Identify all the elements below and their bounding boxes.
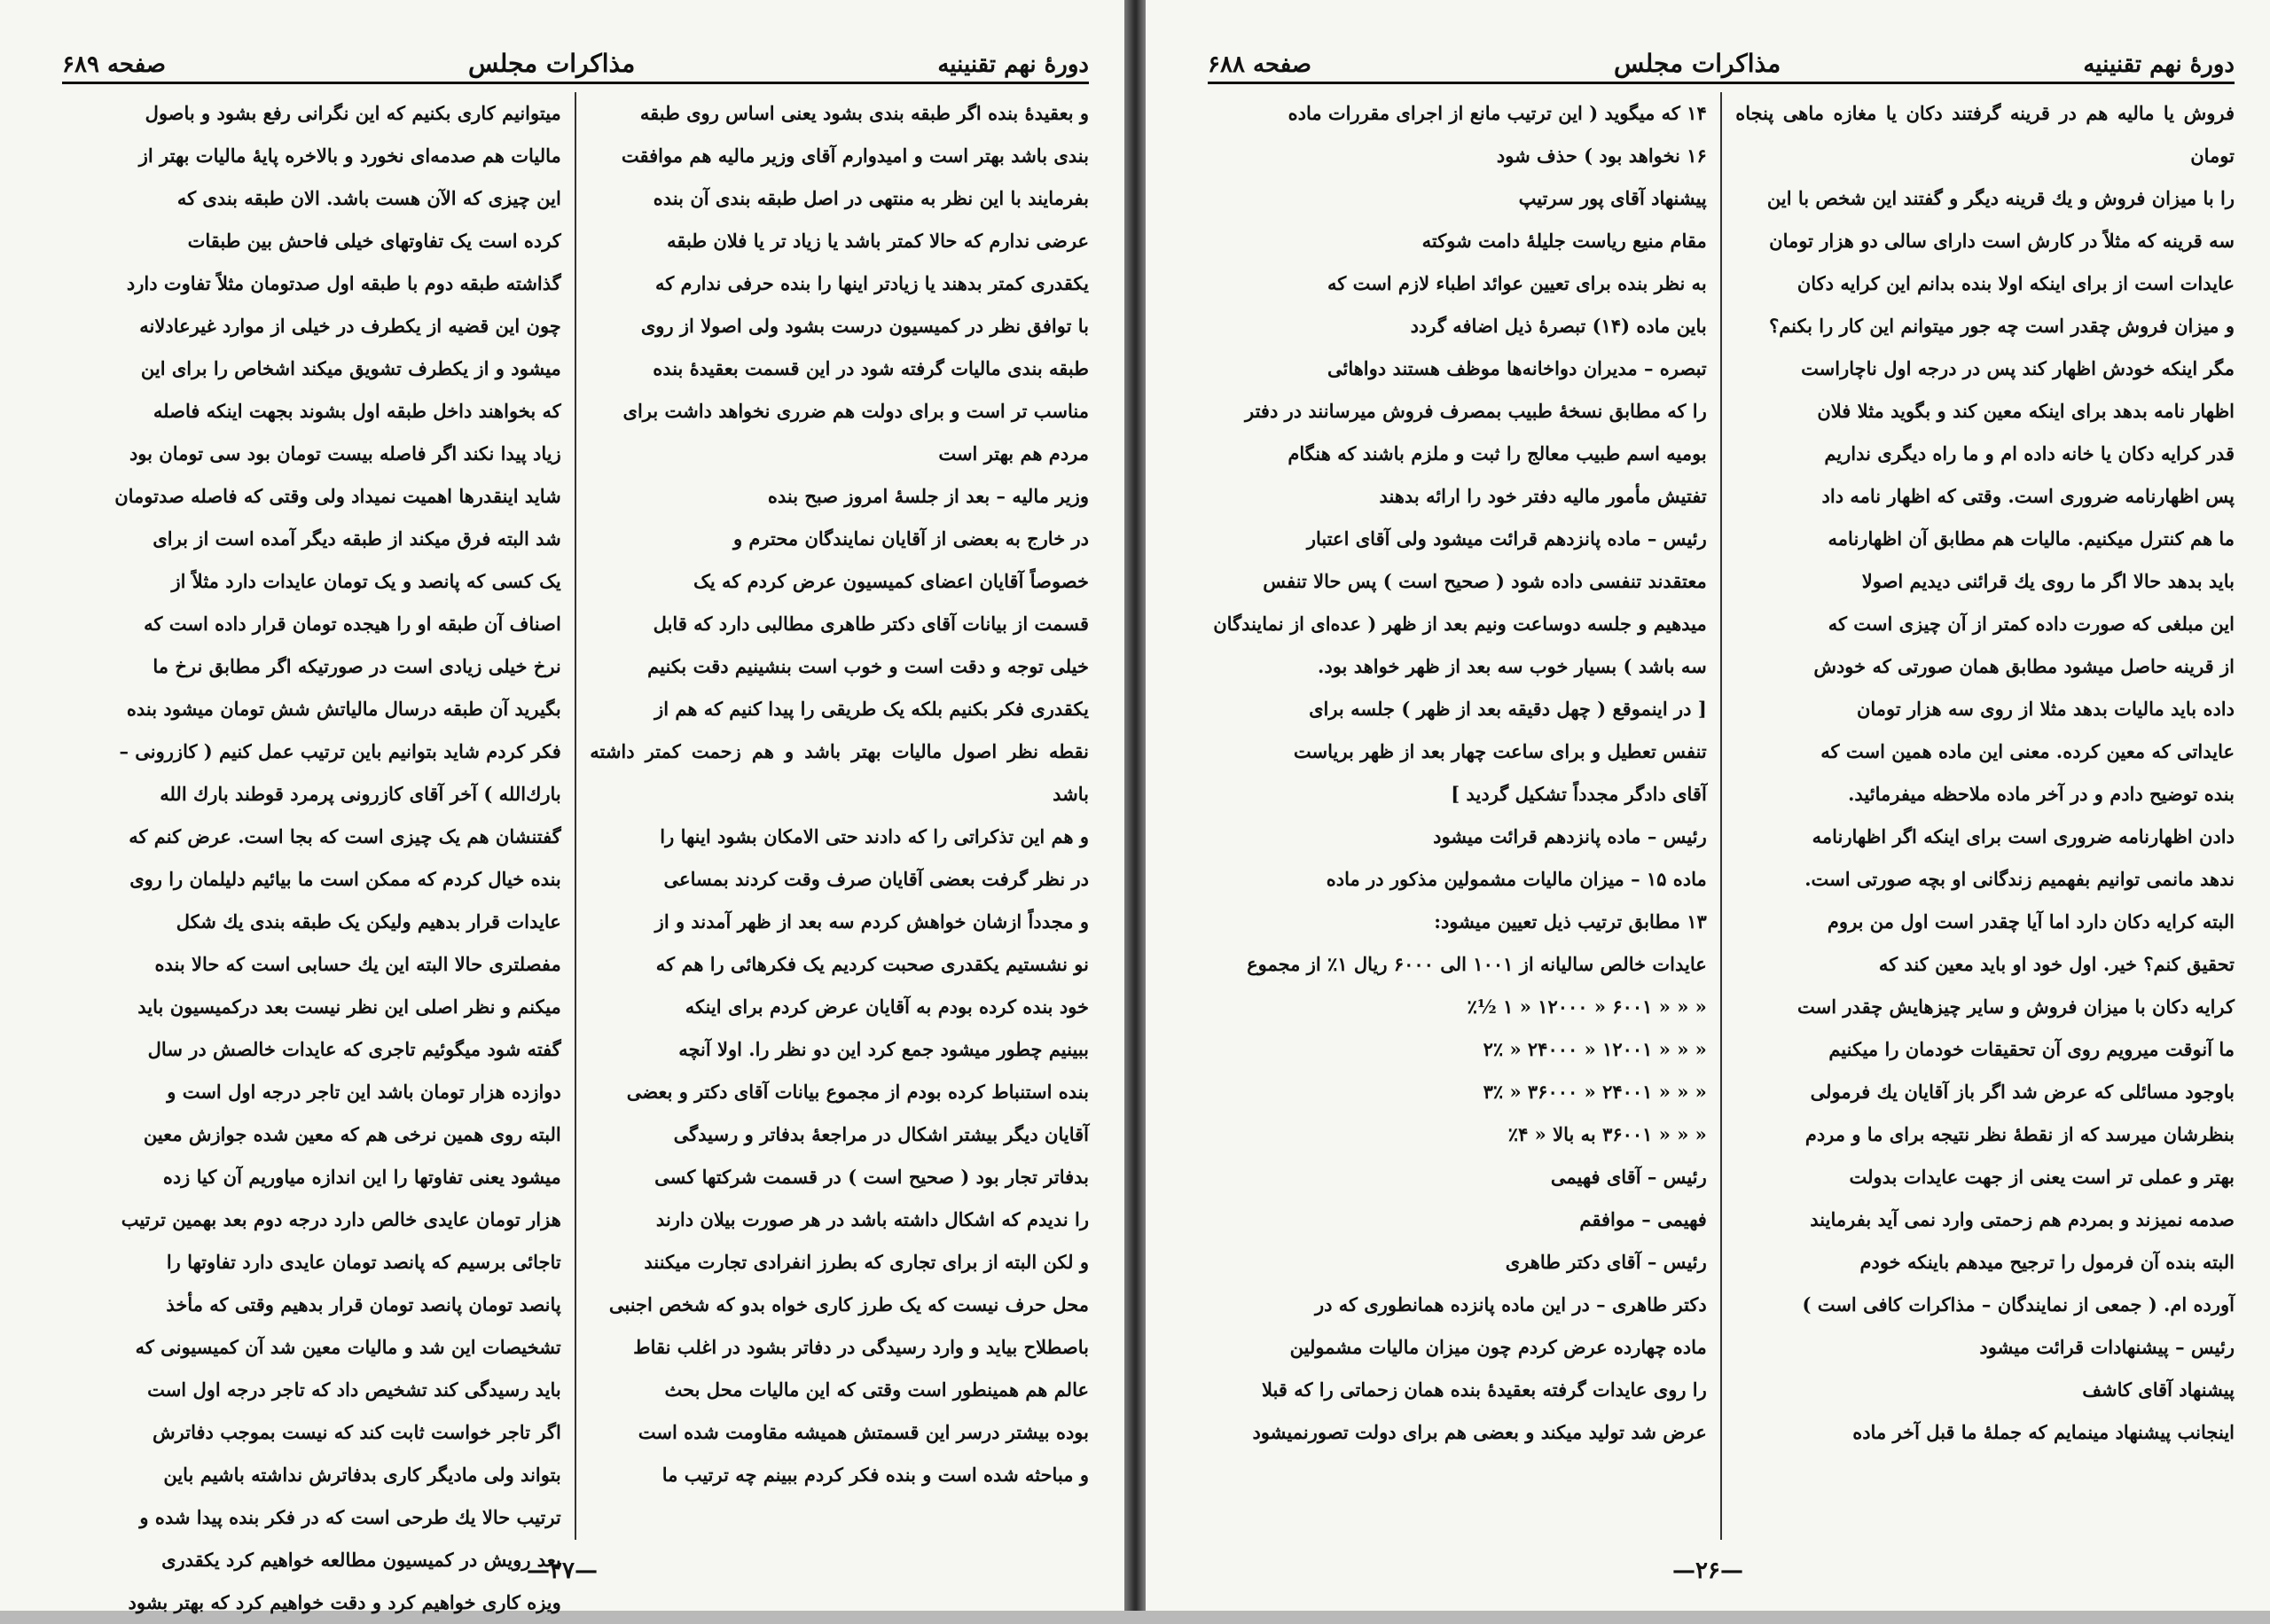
text-line: ندهد مانمی توانیم بفهمیم زندگانی او بچه صورتی است.: [1804, 868, 2235, 890]
text-line: و مجدداً ازشان خواهش کردم سه بعد از ظهر آمدند و از: [654, 910, 1089, 933]
text-line: صدمه نمیزند و بمردم هم زحمتی وارد نمی آید بفرمایند: [1810, 1208, 2235, 1230]
text-line: ما هم کنترل میکنیم. مالیات هم مطابق آن اظهارنامه: [1828, 527, 2235, 550]
text-line: رئیس – آقای فهیمی: [1550, 1166, 1707, 1188]
text-line: به نظر بنده برای تعیین عوائد اطباء لازم است که: [1327, 272, 1707, 294]
text-line: بعد رویش در کمیسیون مطالعه خواهیم کرد یکقدری: [161, 1549, 561, 1571]
text-line: خود بنده کرده بودم به آقایان عرض کردم برای اینکه: [685, 995, 1089, 1018]
text-line: ماده چهارده عرض کردم چون میزان مالیات مشمولین: [1289, 1336, 1707, 1358]
text-line: محل حرف نیست که یک طرز کاری خواه بدو که شخص اجنبی: [608, 1293, 1089, 1316]
text-line: بدفاتر تجار بود ( صحیح است ) در قسمت شرکتها کسی: [654, 1166, 1089, 1188]
text-line: البته روی همین نرخی هم که معین شده جوازش معین: [143, 1123, 561, 1145]
text-line: تحقیق کنم؟ خیر. اول خود او باید معین کند که: [1878, 953, 2235, 975]
text-line: عالم هم همینطور است وقتی که این مالیات محل بحث: [664, 1378, 1089, 1401]
right-page-header: [1208, 16, 2235, 84]
text-line: بوده بیشتر درسر این قسمتش همیشه مقاومت شده است: [638, 1421, 1089, 1443]
text-line: باید بدهد حالا اگر ما روی یك قرائنی دیدیم اصولا: [1861, 570, 2235, 592]
text-line: اصناف آن طبقه او را هیجده تومان قرار داده است که: [144, 613, 561, 635]
left-page-header: [62, 16, 1089, 84]
text-line: قسمت از بیانات آقای دکتر طاهری مطالبی دارد که قابل: [653, 613, 1089, 635]
text-line: پانصد تومان پانصد تومان قرار بدهیم وقتی که مأخذ: [166, 1293, 561, 1316]
page-number: صفحه ۶۸۸: [1208, 51, 1311, 78]
book-gutter: [1124, 0, 1146, 1611]
text-line: بهتر و عملی تر است یعنی از جهت عایدات بدولت: [1849, 1166, 2235, 1188]
text-line: « « « ۶۰۰۱ « ۱۲۰۰۰ « ۱ ½٪: [1467, 995, 1707, 1018]
text-line: سه قرینه که مثلاً در کارش است دارای سالی دو هزار تومان: [1769, 230, 2235, 252]
left-page-column-right: [590, 92, 1089, 1540]
text-line: بنده توضیح دادم و در آخر ماده ملاحظه میفرمائید.: [1848, 783, 2235, 805]
session-label: دورهٔ نهم تقنینیه: [937, 51, 1089, 78]
text-line: تبصره – مدیران دواخانه‌ها موظف هستند دواهائی: [1327, 357, 1707, 379]
text-line: مفصلتری حالا البته این یك حسابی است که حالا بنده: [154, 953, 561, 975]
text-line: ویزه کاری خواهیم کرد و دقت خواهیم کرد که بهتر بشود: [128, 1591, 561, 1613]
text-line: ۱۶ نخواهد بود ) حذف شود: [1496, 144, 1707, 167]
text-line: باصطلاح بیاید و وارد رسیدگی در دفاتر بشود در اغلب نقاط: [633, 1336, 1089, 1358]
text-line: نرخ خیلی زیادی است در صورتیکه اگر مطابق نرخ ما: [153, 655, 561, 677]
text-line: ۱۳ مطابق ترتیب ذیل تعیین میشود:: [1434, 910, 1707, 933]
text-line: یکقدری کمتر بدهند یا زیادتر اینها را بنده حرفی ندارم که: [654, 272, 1089, 294]
folio-number: —۲۷—: [527, 1558, 598, 1584]
text-line: بنظرشان میرسد که از نقطهٔ نظر نتیجه برای ما و مردم: [1804, 1123, 2235, 1145]
text-line: باید رسیدگی کند تشخیص داد که تاجر درجه اول است: [147, 1378, 561, 1401]
text-line: مالیات هم صدمه‌ای نخورد و بالاخره پایهٔ مالیات بهتر از: [138, 144, 561, 167]
text-line: یکقدری فکر بکنیم بلکه یک طریقی را پیدا کنیم که هم از: [654, 698, 1089, 720]
text-line: که بخواهند داخل طبقه اول بشوند بجهت اینکه فاصله: [153, 400, 561, 422]
text-line: بومیه اسم طبیب معالج را ثبت و ملزم باشند که هنگام: [1288, 442, 1707, 465]
text-line: دکتر طاهری – در این ماده پانزده همانطوری که در: [1314, 1293, 1707, 1316]
text-line: ۱۴ که میگوید ( این ترتیب مانع از اجرای مقررات ماده: [1288, 102, 1707, 124]
text-line: نو نشستیم یکقدری صحبت کردیم یک فکرهائی را هم که: [655, 953, 1089, 975]
text-line: اگر تاجر خواست ثابت کند که نیست بموجب دفاترش: [153, 1421, 561, 1443]
text-line: بندی باشد بهتر است و امیدوارم آقای وزیر مالیه هم موافقت: [621, 144, 1089, 167]
text-line: بارك‌الله ) آخر آقای کازرونی پرمرد قوطند بارك الله: [160, 783, 561, 805]
folio-number: —۲۶—: [1672, 1558, 1743, 1584]
session-label: دورهٔ نهم تقنینیه: [2083, 51, 2235, 78]
text-line: ماده ۱۵ – میزان مالیات مشمولین مذکور در ماده: [1326, 868, 1707, 890]
text-line: باوجود مسائلی که عرض شد اگر باز آقایان یك فرمولی: [1810, 1081, 2235, 1103]
text-line: طبقه بندی مالیات گرفته شود در این قسمت بعقیدهٔ بنده: [653, 357, 1089, 379]
text-line: عایدات قرار بدهیم ولیکن یک طبقه بندی یك شکل: [176, 910, 561, 933]
right-page-columns: [1208, 92, 2235, 1540]
text-line: تفتیش مأمور مالیه دفتر خود را ارائه بدهند: [1379, 485, 1707, 507]
text-line: مگر اینکه خودش اظهار کند پس در درجه اول ناچاراست: [1801, 357, 2235, 379]
page-title: مذاکرات مجلس: [1614, 49, 1781, 78]
text-line: و میزان فروش چقدر است چه جور میتوانم این کار را بکنم؟: [1769, 315, 2235, 337]
text-line: و لکن البته از برای تجاری که بطرز انفرادی تجارت میکنند: [644, 1251, 1089, 1273]
text-line: نقطه نظر اصول مالیات بهتر باشد و هم زحمت کمتر داشته باشد: [590, 740, 1089, 805]
column-divider: [1720, 92, 1722, 1540]
text-line: شد البته فرق میکند از طبقه دیگر آمده است از برای: [153, 527, 561, 550]
right-page-column-right: [1735, 92, 2235, 1540]
text-line: گفته شود میگوئیم تاجری که عایدات خالصش در سال: [147, 1038, 561, 1060]
text-line: را که مطابق نسخهٔ طبیب بمصرف فروش میرسانند در دفتر: [1244, 400, 1707, 422]
text-line: مقام منیع ریاست جلیلهٔ دامت شوکته: [1421, 230, 1707, 252]
text-line: ببینیم چطور میشود جمع کرد این دو نظر را. اولا آنچه: [678, 1038, 1089, 1060]
page-number: صفحه ۶۸۹: [62, 51, 166, 78]
text-line: اینجانب پیشنهاد مینمایم که جملهٔ ما قبل آخر ماده: [1852, 1421, 2235, 1443]
text-line: و هم این تذکراتی را که دادند حتی الامکان بشود اینها را: [660, 825, 1089, 847]
text-line: میشود یعنی تفاوتها را این اندازه میاوریم آن کیا زده: [162, 1166, 561, 1188]
text-line: این مبلغی که صورت داده کمتر از آن چیزی است که: [1828, 613, 2235, 635]
text-line: اظهار نامه بدهد برای اینکه معین کند و بگوید مثلا فلان: [1817, 400, 2235, 422]
text-line: ترتیب حالا یك طرحی است که در فکر بنده پیدا شده و: [139, 1506, 561, 1528]
text-line: رئیس – ماده پانزدهم قرائت میشود: [1433, 825, 1707, 847]
text-line: فکر کردم شاید بتوانیم باین ترتیب عمل کنیم ( کازرونی –: [119, 740, 561, 762]
text-line: پیشنهاد آقای کاشف: [2082, 1378, 2235, 1401]
text-line: میشود و از یکطرف تشویق میکند اشخاص را برای این: [140, 357, 561, 379]
text-line: رئیس – پیشنهادات قرائت میشود: [1979, 1336, 2235, 1358]
text-line: زیاد پیدا نکند اگر فاصله بیست تومان بود سی تومان بود: [129, 442, 561, 465]
text-line: البته بنده آن فرمول را ترجیح میدهم باینکه خودم: [1859, 1251, 2235, 1273]
text-line: رئیس – آقای دکتر طاهری: [1505, 1251, 1707, 1273]
text-line: عایدات خالص سالیانه از ۱۰۰۱ الی ۶۰۰۰ ریال ۱٪ از مجموع: [1247, 953, 1707, 975]
text-line: بنده خیال کردم که ممکن است ما بیائیم دلیلمان را روی: [129, 868, 561, 890]
text-line: وزیر مالیه – بعد از جلسهٔ امروز صبح بنده: [767, 485, 1089, 507]
right-page: [1146, 0, 2270, 1611]
text-line: با توافق نظر در کمیسیون درست بشود ولی اصولا از روی: [640, 315, 1089, 337]
text-line: بگیرید آن طبقه درسال مالیاتش شش تومان میشود بنده: [126, 698, 561, 720]
text-line: باین ماده (۱۴) تبصرهٔ ذیل اضافه گردد: [1410, 315, 1707, 337]
right-page-column-left: [1208, 92, 1707, 1540]
text-line: از قرینه حاصل میشود مطابق همان صورتی که خودش: [1813, 655, 2235, 677]
left-page: [0, 0, 1124, 1611]
text-line: یک کسی که پانصد و یک تومان عایدات دارد مثلاً از: [171, 570, 561, 592]
text-line: عرضی ندارم که حالا کمتر باشد یا زیاد تر یا فلان طبقه: [667, 230, 1089, 252]
text-line: ما آنوقت میرویم روی آن تحقیقات خودمان را میکنیم: [1828, 1038, 2235, 1060]
text-line: رئیس – ماده پانزدهم قرائت میشود ولی آقای اعتبار: [1306, 527, 1707, 550]
text-line: فروش یا مالیه هم در قرینه گرفتند دکان یا مغازه ماهی پنجاه تومان: [1735, 102, 2235, 167]
page-title: مذاکرات مجلس: [468, 49, 636, 78]
text-line: داده باید مالیات بدهد مثلا از روی سه هزار تومان: [1856, 698, 2235, 720]
text-line: و مباحثه شده است و بنده فکر کردم ببینم چه ترتیب ما: [661, 1464, 1089, 1486]
text-line: کرده است یک تفاوتهای خیلی فاحش بین طبقات: [187, 230, 561, 252]
text-line: بنده استنباط کرده بودم از مجموع بیانات آقای دکتر و بعضی: [626, 1081, 1089, 1103]
text-line: قدر کرایه دکان یا خانه داده ام و ما راه دیگری نداریم: [1824, 442, 2235, 465]
text-line: تنفس تعطیل و برای ساعت چهار بعد از ظهر بریاست: [1293, 740, 1707, 762]
text-line: در خارج به بعضی از آقایان نمایندگان محترم و: [732, 527, 1089, 550]
text-line: میتوانیم کاری بکنیم که این نگرانی رفع بشود و باصول: [145, 102, 561, 124]
text-line: البته کرایه دکان دارد اما آیا چقدر است اول من بروم: [1827, 910, 2235, 933]
text-line: عایداتی که معین کرده. معنی این ماده همین است که: [1820, 740, 2235, 762]
text-line: « « « ۳۶۰۰۱ به بالا « ۴٪: [1507, 1123, 1707, 1145]
text-line: را روی عایدات گرفته بعقیدهٔ بنده همان زحماتی را که قبلا: [1262, 1378, 1707, 1401]
text-line: و بعقیدهٔ بنده اگر طبقه بندی بشود یعنی اساس روی طبقه: [639, 102, 1089, 124]
text-line: مردم هم بهتر است: [938, 442, 1089, 465]
text-line: سه باشد ) بسیار خوب سه بعد از ظهر خواهد بود.: [1318, 655, 1707, 677]
text-line: بتواند ولی مادیگر کاری بدفاترش نداشته باشیم باین: [163, 1464, 561, 1486]
text-line: را با میزان فروش و یك قرینه دیگر و گفتند این شخص با این: [1766, 187, 2235, 209]
text-line: دوازده هزار تومان باشد این تاجر درجه اول است و: [167, 1081, 561, 1103]
text-line: آقای دادگر مجدداً تشکیل گردید ]: [1451, 783, 1707, 805]
text-line: دادن اظهارنامه ضروری است برای اینکه اگر اظهارنامه: [1812, 825, 2235, 847]
text-line: میدهیم و جلسه دوساعت ونیم بعد از ظهر ( عده‌ای از نمایندگان: [1213, 613, 1707, 635]
text-line: کرایه دکان با میزان فروش و سایر چیزهایش چقدر است: [1797, 995, 2235, 1018]
text-line: آورده ام. ( جمعی از نمایندگان – مذاکرات کافی است ): [1802, 1293, 2235, 1316]
text-line: پیشنهاد آقای پور سرتیپ: [1518, 187, 1707, 209]
text-line: فهیمی – موافقم: [1579, 1208, 1707, 1230]
text-line: تاجائی برسیم که پانصد تومان عایدی دارد تفاوتها را: [166, 1251, 561, 1273]
text-line: آقایان دیگر بیشتر اشکال در مراجعهٔ بدفاتر و رسیدگی: [673, 1123, 1089, 1145]
text-line: شاید اینقدرها اهمیت نمیداد ولی وقتی که فاصله صدتومان: [114, 485, 561, 507]
text-line: « « « ۲۴۰۰۱ « ۳۶۰۰۰ « ۳٪: [1483, 1081, 1707, 1103]
text-line: گفتنشان هم یک چیزی است که بجا است. عرض کنم که: [129, 825, 561, 847]
text-line: عرض شد تولید میکند و بعضی هم برای دولت تصورنمیشود: [1252, 1421, 1707, 1443]
text-line: میکنم و نظر اصلی این نظر نیست بعد درکمیسیون باید: [137, 995, 561, 1018]
column-divider: [575, 92, 576, 1540]
text-line: تشخیصات این شد و مالیات معین شد آن کمیسیونی که: [135, 1336, 561, 1358]
text-line: گذاشته طبقه دوم با طبقه اول صدتومان مثلاً تفاوت دارد: [126, 272, 561, 294]
text-line: عایدات است از برای اینکه اولا بنده بدانم این کرایه دکان: [1796, 272, 2235, 294]
text-line: معتقدند تنفسی داده شود ( صحیح است ) پس حالا تنفس: [1263, 570, 1707, 592]
text-line: « « « ۱۲۰۰۱ « ۲۴۰۰۰ « ۲٪: [1483, 1038, 1707, 1060]
text-line: چون این قضیه از یکطرف در خیلی از موارد غیرعادلانه: [139, 315, 561, 337]
text-line: را ندیدم که اشکال داشته باشد در هر صورت بیلان دارند: [655, 1208, 1089, 1230]
left-page-column-left: [62, 92, 561, 1613]
text-line: این چیزی که الآن هست باشد. الان طبقه بندی که: [176, 187, 561, 209]
text-line: خیلی توجه و دقت است و خوب است بنشینیم دقت بکنیم: [647, 655, 1089, 677]
text-line: خصوصاً آقایان اعضای کمیسیون عرض کردم که یک: [693, 570, 1089, 592]
text-line: [ در اینموقع ( چهل دقیقه بعد از ظهر ) جلسه برای: [1309, 698, 1707, 720]
text-line: در نظر گرفت بعضی آقایان صرف وقت کردند بمساعی: [663, 868, 1089, 890]
text-line: بفرمایند با این نظر به منتهی در اصل طبقه بندی آن بنده: [653, 187, 1089, 209]
text-line: مناسب تر است و برای دولت هم ضرری نخواهد داشت برای: [622, 400, 1089, 422]
text-line: پس اظهارنامه ضروری است. وقتی که اظهار نامه داد: [1821, 485, 2235, 507]
text-line: هزار تومان عایدی خالص دارد درجه دوم بعد بهمین ترتیب: [121, 1208, 561, 1230]
